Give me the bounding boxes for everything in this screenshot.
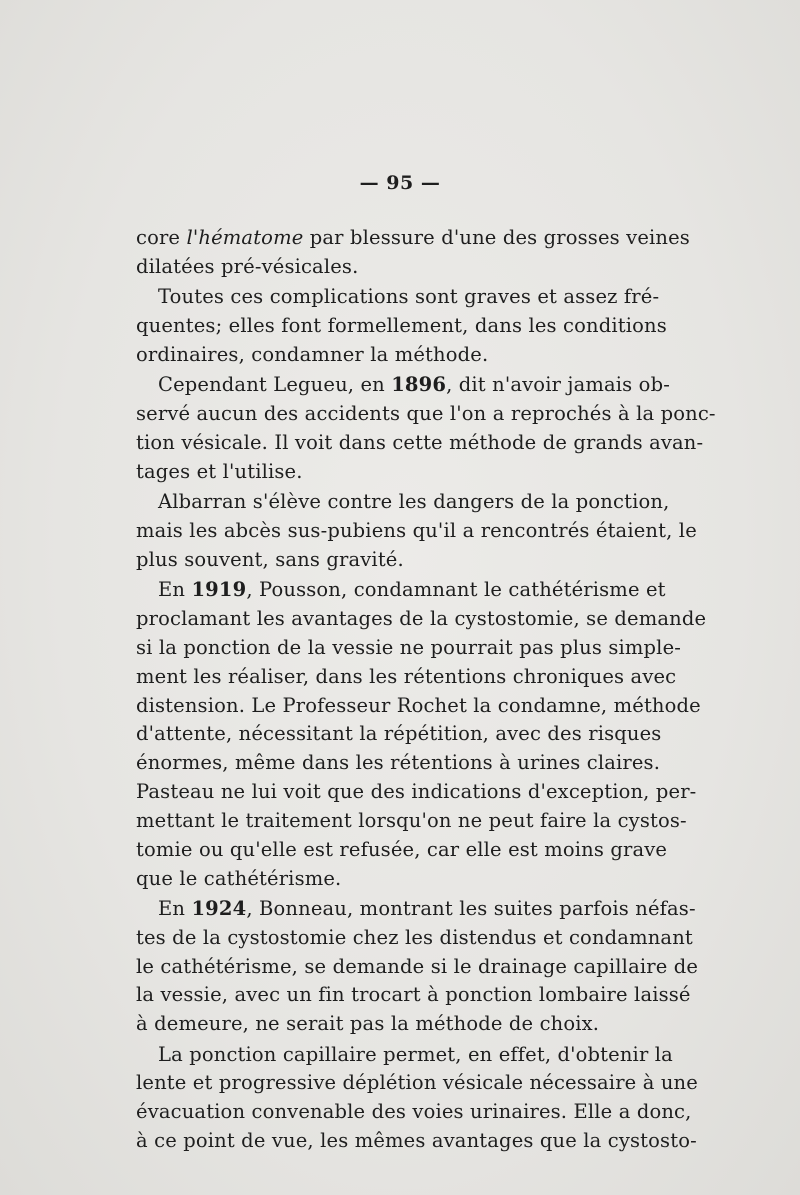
text-run: ment les réaliser, dans les rétentions chroniques avec [136,664,677,688]
text-line [136,517,697,546]
year: 1896 [391,373,447,397]
year: 1919 [191,578,247,602]
text-line [136,692,701,721]
text-line [136,634,682,663]
paragraph [136,224,690,282]
text-line [136,1041,673,1070]
text-run: La ponction capillaire permet, en effet, d'obtenir la [158,1042,673,1066]
text-run: proclamant les avantages de la cystostomie, se demande [136,606,707,630]
paragraph [136,283,667,370]
text-run: ordinaires, condamner la méthode. [136,342,489,366]
text-line [136,283,660,312]
text-line [136,400,716,429]
text-run: , dit n'avoir jamais ob- [446,373,670,397]
text-run: mais les abcès sus-pubiens qu'il a rencontrés étaient, le [136,518,697,542]
text-line [136,605,707,634]
text-line [136,1098,692,1127]
text-run: core [136,226,187,249]
text-line [136,1127,697,1156]
text-line [136,778,697,807]
text-line [136,458,648,487]
text-line [136,720,662,749]
text-run: Albarran s'élève contre les dangers de la ponction, [158,490,670,514]
text-line [136,836,668,865]
text-run: tomie ou qu'elle est refusée, car elle est moins grave [136,837,668,861]
text-run: distension. Le Professeur Rochet la condamne, méthode [136,693,701,717]
text-run: le cathétérisme, se demande si le drainage capillaire de [136,954,699,978]
text-run: à ce point de vue, les mêmes avantages que la cystosto- [136,1129,697,1153]
paragraph [136,895,699,1039]
text-line [136,312,667,341]
text-run: dilatées pré-vésicales. [136,254,359,278]
text-line [136,341,648,370]
text-line [136,981,691,1010]
text-run: énormes, même dans les rétentions à urines claires. [136,751,661,775]
text-line [136,895,696,924]
text-run: quentes; elles font formellement, dans les conditions [136,314,667,338]
text-line [136,224,690,253]
text-run: lente et progressive déplétion vésicale nécessaire à une [136,1071,698,1095]
text-run: tion vésicale. Il voit dans cette méthode de grands avan- [136,430,704,454]
text-line [136,371,670,400]
text-run: si la ponction de la vessie ne pourrait pas plus simple- [136,635,682,659]
paragraph [136,371,716,486]
paragraph [136,576,707,893]
text-run: à demeure, ne serait pas la méthode de choix. [136,1012,600,1036]
text-run: Cependant Legueu, en [158,373,392,397]
page-number: — 95 — [359,172,441,194]
body-text [136,224,716,1156]
text-run: tages et l'utilise. [136,459,303,483]
text-line [136,576,666,605]
paragraph [136,1041,698,1156]
text-run: En [158,578,192,602]
text-line [136,546,648,575]
text-run: par blessure d'une des grosses veines [303,226,690,249]
text-run: , Pousson, condamnant le cathétérisme et [246,578,666,602]
text-run: , Bonneau, montrant les suites parfois néfas- [246,896,696,920]
text-run: mettant le traitement lorsqu'on ne peut faire la cystos- [136,808,687,832]
text-line [136,1069,698,1098]
text-run: la vessie, avec un fin trocart à ponction lombaire laissé [136,983,691,1007]
text-run: Pasteau ne lui voit que des indications d'exception, per- [136,780,697,804]
text-line [136,663,677,692]
text-line [136,488,670,517]
text-run: tes de la cystostomie chez les distendus et condamnant [136,925,693,949]
text-line [136,924,693,953]
text-line [136,253,648,282]
text-line [136,749,661,778]
text-line [136,865,648,894]
text-run: En [158,896,192,920]
text-run: d'attente, nécessitant la répétition, avec des risques [136,722,662,746]
text-line [136,1010,648,1039]
text-run: plus souvent, sans gravité. [136,547,404,571]
year: 1924 [191,896,247,920]
paragraph [136,488,697,575]
text-line [136,429,704,458]
text-line [136,953,699,982]
text-run: servé aucun des accidents que l'on a reprochés à la ponc- [136,402,716,426]
text-run: Toutes ces complications sont graves et assez fré- [158,285,660,309]
italic-term: l'hématome [186,226,304,249]
text-run: évacuation convenable des voies urinaires. Elle a donc, [136,1100,692,1124]
text-run: que le cathétérisme. [136,866,342,890]
text-line [136,807,687,836]
